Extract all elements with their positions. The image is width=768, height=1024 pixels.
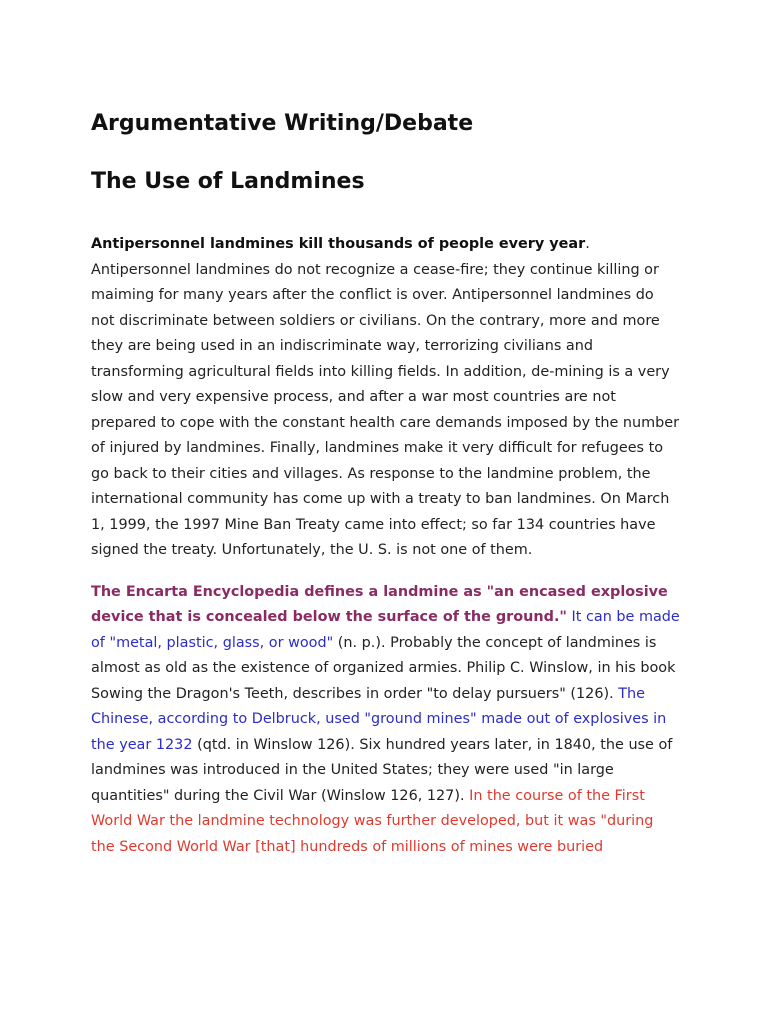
- history-text-1: (n. p.). Probably the concept of landmines is almost as old as the existence of organized armies. Philip C. Winslow, in his book Sowing the Dragon's Teeth, describes in order "to delay pursuers" (126).: [91, 634, 676, 702]
- document-page: [91, 108, 681, 860]
- lead-sentence: Antipersonnel landmines kill thousands of people every year: [91, 236, 586, 252]
- lead-punctuation: .: [585, 236, 590, 252]
- world-war-quote: In the course of the First World War the landmine technology was further developed, but it was "during the Second World War [that] hundreds of millions of mines were buried: [91, 787, 654, 855]
- intro-body-text: Antipersonnel landmines do not recognize a cease-fire; they continue killing or maiming for many years after the conflict is over. Antipersonnel landmines do not discriminate between soldiers or civilians. On the contrary, more and more they are being used in an indiscriminate way, terrorizing civilians and transforming agricultural fields into killing fields. In addition, de-mining is a very slow and very expensive process, and after a war most countries are not prepared to cope with the constant health care demands imposed by the number of injured by landmines. Finally, landmines make it very difficult for refugees to go back to their cities and villages. As response to the landmine problem, the international community has come up with a treaty to ban landmines. On March 1, 1999, the 1997 Mine Ban Treaty came into effect; so far 134 countries have signed the treaty. Unfortunately, the U. S. is not one of them.: [91, 261, 680, 558]
- document-subtitle: The Use of Landmines: [91, 169, 365, 194]
- encarta-definition-quote: The Encarta Encyclopedia defines a landmine as "an encased explosive device that is concealed below the surface of the ground.": [91, 583, 668, 625]
- history-text-2: (qtd. in Winslow 126). Six hundred years later, in 1840, the use of landmines was introduced in the United States; they were used "in large quantities" during the Civil War (Winslow 126, 127).: [91, 736, 673, 804]
- chinese-history-quote: The Chinese, according to Delbruck, used "ground mines" made out of explosives in the year 1232: [91, 685, 667, 753]
- materials-quote: It can be made of "metal, plastic, glass, or wood": [91, 609, 680, 651]
- paragraph-history: [91, 580, 681, 861]
- paragraph-intro: [91, 232, 681, 564]
- document-title: Argumentative Writing/Debate: [91, 111, 474, 136]
